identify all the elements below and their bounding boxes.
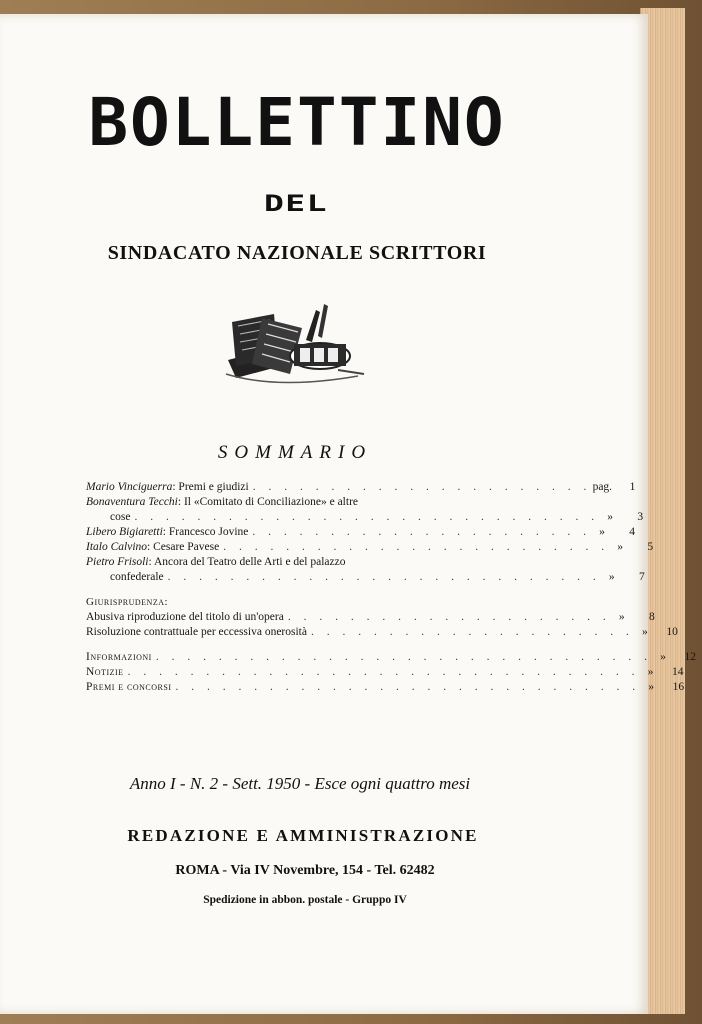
toc-title: : Francesco Jovine — [162, 526, 249, 538]
toc-entry: Premi e concorsi . . . . . . . . . . . . . . . . . . . . . . . . . . . . . . » 16 — [86, 681, 685, 693]
table-of-contents — [86, 480, 696, 695]
toc-entry: Risoluzione contrattuale per eccessiva onerosità . . . . . . . . . . . . . . . . . . . . . » 10 — [86, 626, 678, 638]
section-label-giurisprudenza: Giurisprudenza: — [86, 596, 169, 608]
toc-title: Abusiva riproduzione del titolo di un'opera — [86, 611, 284, 623]
books-and-quill-icon — [218, 300, 368, 386]
toc-author: Bonaventura Tecchi — [86, 496, 178, 508]
toc-title: : Il «Comitato di Conciliazione» e altre — [177, 496, 359, 508]
office-heading: REDAZIONE E AMMINISTRAZIONE — [127, 826, 479, 845]
toc-entry-continuation: cose . . . . . . . . . . . . . . . . . . . . . . . . . . . . . . » 3 — [110, 511, 644, 523]
ditto-mark: » — [608, 571, 615, 583]
toc-title: Informazioni — [86, 651, 152, 663]
toc-section-heading — [86, 595, 510, 610]
sommario-heading: SOMMARIO — [217, 442, 373, 463]
ditto-mark: » — [648, 681, 654, 693]
toc-page-number: 3 — [637, 511, 644, 523]
toc-page-number: 14 — [671, 666, 684, 678]
toc-page-number: 8 — [648, 611, 655, 623]
ditto-mark: » — [607, 511, 613, 523]
toc-entry: Abusiva riproduzione del titolo di un'opera . . . . . . . . . . . . . . . . . . . . . » 8 — [86, 611, 655, 623]
masthead-title: BOLLETTINO — [88, 84, 506, 161]
toc-page-number: 16 — [672, 681, 685, 693]
toc-title: confederale — [110, 571, 164, 583]
toc-author: Pietro Frisoli — [86, 556, 149, 568]
toc-entry: Mario Vinciguerra: Premi e giudizi . . . . . . . . . . . . . . . . . . . . . . pag. 1 — [86, 481, 636, 493]
ditto-mark: » — [617, 541, 623, 553]
toc-page-number: 5 — [647, 541, 654, 553]
toc-page-number: 4 — [629, 526, 635, 538]
issue-info: Anno I - N. 2 - Sett. 1950 - Esce ogni quattro mesi — [129, 774, 471, 793]
toc-title: : Premi e giudizi — [172, 481, 249, 493]
ditto-mark: » — [660, 651, 666, 663]
toc-author: Italo Calvino — [86, 541, 148, 553]
toc-entry: Italo Calvino: Cesare Pavese . . . . . . . . . . . . . . . . . . . . . . . . . » 5 — [86, 541, 654, 553]
toc-page-number: 7 — [639, 571, 645, 583]
postal-note: Spedizione in abbon. postale - Gruppo IV — [203, 894, 407, 906]
toc-author: Mario Vinciguerra — [86, 481, 173, 493]
toc-author: Libero Bigiaretti — [86, 526, 163, 538]
toc-entry: Libero Bigiaretti: Francesco Jovine . . . . . . . . . . . . . . . . . . . . . . » 4 — [86, 526, 635, 538]
toc-page-number: 12 — [684, 651, 696, 663]
ditto-mark: » — [599, 526, 605, 538]
toc-entry: Informazioni . . . . . . . . . . . . . . . . . . . . . . . . . . . . . . . . » 12 — [86, 651, 696, 663]
toc-page-number: 10 — [666, 626, 678, 638]
document-page — [0, 14, 696, 1014]
toc-entry — [86, 555, 510, 570]
toc-title: Premi e concorsi — [86, 681, 172, 693]
toc-page-label: pag. — [592, 481, 613, 493]
ditto-mark: » — [647, 666, 654, 678]
toc-title: Risoluzione contrattuale per eccessiva onerosità — [86, 626, 307, 638]
toc-entry — [86, 495, 510, 510]
toc-entry-continuation: confederale . . . . . . . . . . . . . . . . . . . . . . . . . . . . » 7 — [110, 571, 645, 583]
toc-title: cose — [110, 511, 131, 523]
masthead-connector: DEL — [263, 192, 329, 217]
toc-title: : Cesare Pavese — [147, 541, 220, 553]
toc-entry: Notizie . . . . . . . . . . . . . . . . . . . . . . . . . . . . . . . . . » 14 — [86, 666, 684, 678]
ditto-mark: » — [618, 611, 625, 623]
ditto-mark: » — [641, 626, 648, 638]
office-address: ROMA - Via IV Novembre, 154 - Tel. 62482 — [175, 863, 435, 878]
toc-title: Notizie — [86, 666, 124, 678]
organization-name: SINDACATO NAZIONALE SCRITTORI — [107, 242, 487, 264]
toc-title: : Ancora del Teatro delle Arti e del palazzo — [148, 556, 346, 568]
toc-page-number: 1 — [629, 481, 636, 493]
